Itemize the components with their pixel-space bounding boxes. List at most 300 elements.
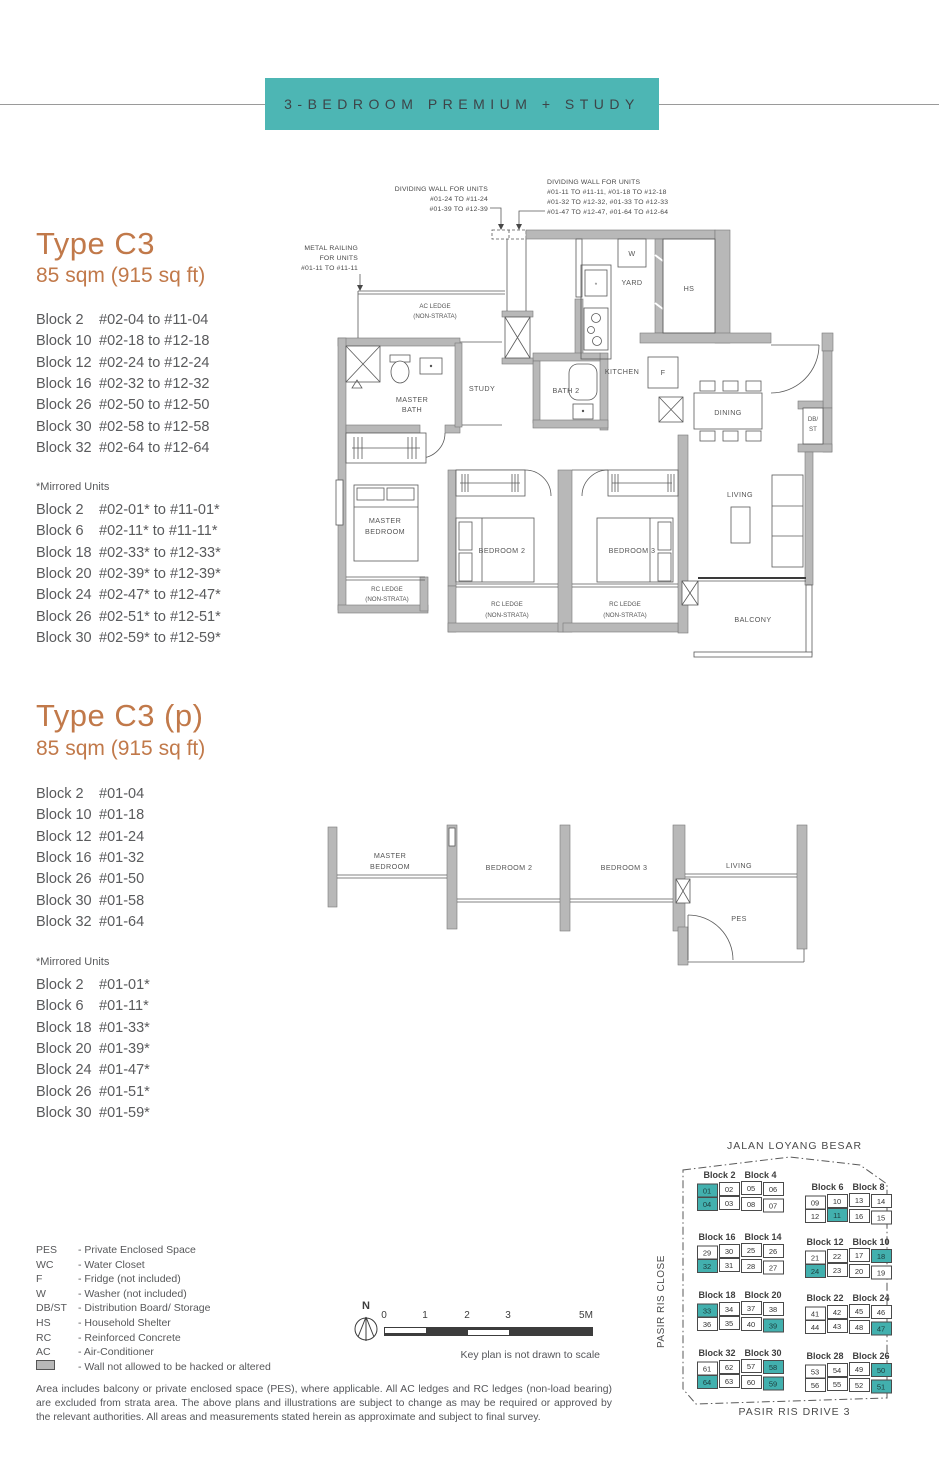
- unit-range: #02-32 to #12-32: [99, 376, 210, 393]
- keyplan-unit: 56: [805, 1378, 826, 1392]
- bedroom3-label: BEDROOM 3: [608, 546, 656, 555]
- legend-desc: - Washer (not included): [78, 1287, 187, 1300]
- legend-term: WC: [36, 1258, 54, 1271]
- kitchen-label: KITCHEN: [604, 367, 640, 376]
- type-c3-area: 85 sqm (915 sq ft): [36, 264, 206, 287]
- unit-block: Block 32: [36, 914, 92, 931]
- keyplan-cluster: [798, 1351, 898, 1393]
- unit-block: Block 18: [36, 544, 92, 561]
- cluster-unit-row: [690, 1302, 790, 1316]
- cluster-unit-row: [690, 1360, 790, 1374]
- street-pasir-ris-close: PASIR RIS CLOSE: [656, 1255, 667, 1348]
- legend-term: DB/ST: [36, 1302, 67, 1315]
- cluster-block-label: Block 14: [744, 1232, 782, 1242]
- keyplan-unit: 18: [871, 1249, 892, 1263]
- balcony-label: BALCONY: [734, 615, 772, 624]
- keyplan-cluster: [690, 1290, 790, 1332]
- unit-row: [36, 1017, 150, 1038]
- unit-block: Block 24: [36, 1062, 92, 1079]
- keyplan-unit: 29: [697, 1246, 718, 1260]
- cluster-block-label: Block 22: [806, 1293, 844, 1303]
- unit-range: #01-59*: [99, 1105, 150, 1122]
- unit-block: Block 30: [36, 418, 92, 435]
- keyplan-unit: 49: [849, 1362, 870, 1376]
- keyplan-unit: 12: [805, 1209, 826, 1223]
- unit-range: #01-04: [99, 785, 145, 802]
- keyplan-unit: 08: [741, 1197, 762, 1211]
- cluster-block-label: Block 6: [811, 1182, 844, 1192]
- keyplan-unit: 19: [871, 1266, 892, 1280]
- planp-walls: [328, 825, 807, 965]
- keyplan-unit: 20: [849, 1264, 870, 1278]
- unit-range: #02-51* to #12-51*: [99, 608, 221, 625]
- unit-block: Block 2: [36, 785, 84, 802]
- cluster-labels: [690, 1290, 790, 1300]
- keyplan-unit: 42: [827, 1305, 848, 1319]
- unit-block: Block 30: [36, 1105, 92, 1122]
- cluster-unit-row: [798, 1249, 898, 1263]
- keyplan-unit: 17: [849, 1248, 870, 1262]
- banner-rule-left: [0, 104, 265, 105]
- keyplan-cluster: [798, 1237, 898, 1279]
- unit-range: #01-32: [99, 850, 145, 867]
- unit-block: Block 20: [36, 1041, 92, 1058]
- keyplan-unit: 09: [805, 1196, 826, 1210]
- footer-disclaimer: Area includes balcony or private enclosed space (PES), where applicable. All AC ledges and RC ledges (non-load bearing) are excluded from strata area. The above plans and illustrations are subject to change as may be required or approved by the relevant authorities. All areas and measurements stated herein as approximate and subject to final survey.: [36, 1384, 612, 1423]
- keyplan-cluster: [690, 1232, 790, 1274]
- legend-term: PES: [36, 1244, 58, 1257]
- type-c3p-mirrored-label: *Mirrored Units: [36, 956, 110, 968]
- ac-ledge-label: AC LEDGE: [419, 303, 451, 310]
- unit-range: #01-50: [99, 871, 145, 888]
- unit-range: #02-04 to #11-04: [99, 311, 209, 328]
- unit-row: [36, 1103, 150, 1124]
- yard-label: YARD: [621, 278, 643, 287]
- dividing-wall-left-note: #01-24 TO #11-24: [430, 196, 488, 203]
- keyplan-unit: 61: [697, 1362, 718, 1376]
- floor-plan-c3p: [320, 815, 850, 980]
- keyplan-unit: 02: [719, 1182, 740, 1196]
- unit-range: #01-47*: [99, 1062, 150, 1079]
- keyplan-unit: 50: [871, 1363, 892, 1377]
- type-c3p-title: Type C3 (p): [36, 698, 204, 733]
- north-label: N: [362, 1300, 370, 1312]
- unit-block: Block 2: [36, 976, 84, 993]
- legend-row: [36, 1345, 271, 1360]
- cluster-unit-row: [798, 1264, 898, 1278]
- rc-ledge-label: RC LEDGE: [609, 601, 641, 608]
- unit-row: [36, 373, 209, 394]
- metal-railing-note: #01-11 TO #11-11: [301, 265, 358, 272]
- unit-range: #02-47* to #12-47*: [99, 587, 221, 604]
- unit-row: [36, 804, 144, 825]
- keyplan-unit: 36: [697, 1317, 718, 1331]
- unit-row: [36, 520, 221, 541]
- north-compass-icon: [352, 1314, 380, 1344]
- keyplan-unit: 41: [805, 1307, 826, 1321]
- master-bedroom-label: BEDROOM: [370, 862, 410, 871]
- rc-ledge-label: (NON-STRATA): [365, 596, 409, 603]
- living-label: LIVING: [726, 861, 752, 870]
- cluster-block-label: Block 10: [852, 1237, 890, 1247]
- unit-block: Block 10: [36, 807, 92, 824]
- legend-desc: - Reinforced Concrete: [78, 1331, 181, 1344]
- keyplan-unit: 37: [741, 1301, 762, 1315]
- master-bath-label: BATH: [401, 405, 423, 414]
- bath2-label: BATH 2: [552, 386, 580, 395]
- cluster-unit-row: [798, 1363, 898, 1377]
- keyplan-unit: 30: [719, 1244, 740, 1258]
- unit-block: Block 16: [36, 376, 92, 393]
- keyplan-unit: 54: [827, 1363, 848, 1377]
- type-c3-title: Type C3: [36, 226, 155, 261]
- type-c3p-mirrored-list: [36, 974, 150, 1124]
- scale-tick: 5M: [579, 1310, 593, 1321]
- unit-row: [36, 330, 209, 351]
- keyplan-unit: 05: [741, 1181, 762, 1195]
- unit-range: #01-18: [99, 807, 145, 824]
- floor-plan-c3: [270, 175, 850, 685]
- type-c3-unit-list: [36, 309, 209, 459]
- living-label: LIVING: [727, 490, 753, 499]
- dbst-label: DB/: [807, 416, 819, 423]
- unit-row: [36, 890, 144, 911]
- keyplan-unit: 64: [697, 1375, 718, 1389]
- keyplan-unit: 63: [719, 1374, 740, 1388]
- cluster-labels: [690, 1170, 790, 1180]
- unit-range: #02-58 to #12-58: [99, 418, 210, 435]
- master-bedroom-label: BEDROOM: [365, 527, 405, 536]
- unit-range: #01-24: [99, 828, 145, 845]
- cluster-unit-row: [798, 1194, 898, 1208]
- keyplan-unit: 62: [719, 1360, 740, 1374]
- legend-desc: - Distribution Board/ Storage: [78, 1302, 211, 1315]
- cluster-unit-row: [798, 1378, 898, 1392]
- unit-block: Block 12: [36, 354, 92, 371]
- unit-row: [36, 1038, 150, 1059]
- keyplan-unit: 52: [849, 1378, 870, 1392]
- unit-block: Block 24: [36, 587, 92, 604]
- keyplan-unit: 46: [871, 1305, 892, 1319]
- keyplan-unit: 13: [849, 1193, 870, 1207]
- keyplan-unit: 53: [805, 1365, 826, 1379]
- unit-row: [36, 563, 221, 584]
- street-pasir-ris-drive-3: PASIR RIS DRIVE 3: [738, 1406, 851, 1418]
- unit-row: [36, 438, 209, 459]
- cluster-unit-row: [690, 1182, 790, 1196]
- unit-row: [36, 783, 144, 804]
- cluster-labels: [690, 1348, 790, 1358]
- rc-ledge-label: (NON-STRATA): [485, 612, 529, 619]
- legend-row: [36, 1287, 271, 1302]
- cluster-labels: [690, 1232, 790, 1242]
- legend-term: F: [36, 1273, 43, 1286]
- legend-row: [36, 1330, 271, 1345]
- unit-row: [36, 974, 150, 995]
- legend-desc: - Fridge (not included): [78, 1273, 181, 1286]
- keyplan-unit: 47: [871, 1322, 892, 1336]
- unit-range: #02-50 to #12-50: [99, 397, 210, 414]
- bedroom3-label: BEDROOM 3: [600, 863, 648, 872]
- keyplan-note: Key plan is not drawn to scale: [460, 1349, 600, 1361]
- cluster-unit-row: [798, 1305, 898, 1319]
- keyplan-unit: 34: [719, 1302, 740, 1316]
- unit-range: #01-64: [99, 914, 145, 931]
- unit-range: #01-39*: [99, 1041, 150, 1058]
- cluster-block-label: Block 16: [698, 1232, 736, 1242]
- legend: [36, 1243, 271, 1374]
- unit-row: [36, 395, 209, 416]
- unit-row: [36, 826, 144, 847]
- keyplan-unit: 55: [827, 1377, 848, 1391]
- keyplan-unit: 25: [741, 1243, 762, 1257]
- keyplan-unit: 15: [871, 1211, 892, 1225]
- type-c3-mirrored-list: [36, 499, 221, 649]
- dividing-wall-right-note: #01-11 TO #11-11, #01-18 TO #12-18: [547, 189, 667, 196]
- cluster-block-label: Block 28: [806, 1351, 844, 1361]
- keyplan-unit: 24: [805, 1264, 826, 1278]
- cluster-block-label: Block 20: [744, 1290, 782, 1300]
- legend-desc: - Air-Conditioner: [78, 1346, 154, 1359]
- legend-desc: - Household Shelter: [78, 1317, 171, 1329]
- legend-row: [36, 1301, 271, 1316]
- unit-block: Block 26: [36, 871, 92, 888]
- keyplan-unit: 44: [805, 1320, 826, 1334]
- unit-range: #02-59* to #12-59*: [99, 630, 221, 647]
- unit-block: Block 30: [36, 630, 92, 647]
- keyplan-unit: 35: [719, 1316, 740, 1330]
- unit-block: Block 16: [36, 850, 92, 867]
- legend-row: [36, 1359, 271, 1374]
- cluster-block-label: Block 18: [698, 1290, 736, 1300]
- keyplan-unit: 60: [741, 1375, 762, 1389]
- unit-row: [36, 1081, 150, 1102]
- unit-row: [36, 869, 144, 890]
- banner-label: 3-BEDROOM PREMIUM + STUDY: [284, 96, 640, 112]
- unit-row: [36, 499, 221, 520]
- legend-row: [36, 1272, 271, 1287]
- unit-block: Block 10: [36, 333, 92, 350]
- unit-block: Block 26: [36, 397, 92, 414]
- dividing-wall-left-note: DIVIDING WALL FOR UNITS: [394, 186, 488, 193]
- legend-term: W: [36, 1287, 46, 1300]
- unit-range: #01-11*: [99, 998, 149, 1015]
- cluster-block-label: Block 30: [744, 1348, 782, 1358]
- unit-range: #01-51*: [99, 1083, 150, 1100]
- unit-row: [36, 585, 221, 606]
- unit-block: Block 32: [36, 440, 92, 457]
- scale-tick: 0: [381, 1310, 387, 1321]
- keyplan-unit: 07: [763, 1199, 784, 1213]
- keyplan-unit: 10: [827, 1194, 848, 1208]
- unit-range: #02-18 to #12-18: [99, 333, 210, 350]
- wall-swatch-icon: [36, 1360, 55, 1370]
- keyplan-unit: 01: [697, 1184, 718, 1198]
- legend-term: AC: [36, 1346, 51, 1359]
- unit-range: #02-01* to #11-01*: [99, 501, 220, 518]
- keyplan-unit: 38: [763, 1302, 784, 1316]
- cluster-unit-row: [690, 1375, 790, 1389]
- ac-ledge-label: (NON-STRATA): [413, 313, 457, 320]
- unit-block: Block 6: [36, 523, 84, 540]
- legend-row: [36, 1316, 271, 1331]
- keyplan-unit: 03: [719, 1196, 740, 1210]
- washer-label: W: [628, 249, 636, 258]
- cluster-labels: [798, 1182, 898, 1192]
- unit-row: [36, 352, 209, 373]
- unit-row: [36, 416, 209, 437]
- keyplan-unit: 59: [763, 1377, 784, 1391]
- legend-row: [36, 1258, 271, 1273]
- cluster-unit-row: [690, 1259, 790, 1273]
- keyplan-unit: 06: [763, 1182, 784, 1196]
- fridge-label: F: [660, 368, 666, 377]
- cluster-block-label: Block 4: [744, 1170, 777, 1180]
- unit-range: #02-24 to #12-24: [99, 354, 210, 371]
- scale-tick: 1: [422, 1310, 428, 1321]
- legend-row: [36, 1243, 271, 1258]
- cluster-block-label: Block 32: [698, 1348, 736, 1358]
- type-c3-mirrored-label: *Mirrored Units: [36, 481, 110, 493]
- keyplan-unit: 58: [763, 1360, 784, 1374]
- keyplan-unit: 16: [849, 1209, 870, 1223]
- dividing-wall-right-note: DIVIDING WALL FOR UNITS: [547, 179, 641, 186]
- unit-row: [36, 628, 221, 649]
- unit-range: #01-58: [99, 892, 145, 909]
- banner: [265, 78, 659, 130]
- scale-tick: 2: [464, 1310, 470, 1321]
- unit-range: #02-11* to #11-11*: [99, 523, 218, 540]
- legend-term: HS: [36, 1317, 51, 1329]
- type-c3p-area: 85 sqm (915 sq ft): [36, 737, 206, 760]
- legend-term: [36, 1360, 78, 1373]
- keyplan-unit: 26: [763, 1244, 784, 1258]
- unit-row: [36, 542, 221, 563]
- cluster-labels: [798, 1351, 898, 1361]
- metal-railing-note: FOR UNITS: [319, 255, 358, 262]
- cluster-block-label: Block 8: [852, 1182, 885, 1192]
- cluster-unit-row: [798, 1320, 898, 1334]
- cluster-unit-row: [690, 1244, 790, 1258]
- hs-label: HS: [683, 284, 695, 293]
- pes-label: PES: [731, 914, 747, 923]
- keyplan-cluster: [690, 1348, 790, 1390]
- cluster-block-label: Block 26: [852, 1351, 890, 1361]
- unit-range: #01-01*: [99, 976, 150, 993]
- dbst-label: ST: [809, 426, 817, 433]
- dividing-wall-right-note: #01-47 TO #12-47, #01-64 TO #12-64: [547, 209, 669, 216]
- keyplan-unit: 32: [697, 1259, 718, 1273]
- unit-row: [36, 309, 209, 330]
- keyplan-cluster: [690, 1170, 790, 1212]
- keyplan-cluster: [798, 1182, 898, 1224]
- banner-rule-right: [659, 104, 939, 105]
- keyplan-unit: 22: [827, 1249, 848, 1263]
- unit-block: Block 2: [36, 501, 84, 518]
- metal-railing-note: METAL RAILING: [304, 245, 358, 252]
- cluster-unit-row: [798, 1209, 898, 1223]
- legend-desc: - Private Enclosed Space: [78, 1244, 196, 1257]
- cluster-block-label: Block 2: [703, 1170, 736, 1180]
- keyplan-unit: 21: [805, 1251, 826, 1265]
- master-bath-label: MASTER: [395, 395, 429, 404]
- unit-block: Block 12: [36, 828, 92, 845]
- master-bedroom-label: MASTER: [373, 851, 407, 860]
- cluster-labels: [798, 1293, 898, 1303]
- study-label: STUDY: [468, 384, 496, 393]
- bedroom2-label: BEDROOM 2: [478, 546, 526, 555]
- unit-range: #02-33* to #12-33*: [99, 544, 221, 561]
- legend-term: RC: [36, 1331, 52, 1344]
- cluster-unit-row: [690, 1197, 790, 1211]
- unit-block: Block 2: [36, 311, 84, 328]
- legend-desc: - Water Closet: [78, 1258, 145, 1271]
- bedroom2-label: BEDROOM 2: [485, 863, 533, 872]
- keyplan-unit: 39: [763, 1319, 784, 1333]
- keyplan: [650, 1140, 939, 1440]
- keyplan-unit: 51: [871, 1380, 892, 1394]
- unit-block: Block 26: [36, 1083, 92, 1100]
- cluster-labels: [798, 1237, 898, 1247]
- rc-ledge-label: RC LEDGE: [491, 601, 523, 608]
- keyplan-unit: 33: [697, 1304, 718, 1318]
- keyplan-unit: 31: [719, 1258, 740, 1272]
- street-jalan-loyang-besar: JALAN LOYANG BESAR: [726, 1140, 863, 1152]
- unit-row: [36, 912, 144, 933]
- cluster-unit-row: [690, 1317, 790, 1331]
- type-c3p-unit-list: [36, 783, 144, 933]
- scale-bar: [384, 1327, 593, 1336]
- dividing-wall-right-note: #01-32 TO #12-32, #01-33 TO #12-33: [547, 199, 669, 206]
- keyplan-unit: 27: [763, 1261, 784, 1275]
- unit-row: [36, 606, 221, 627]
- keyplan-unit: 45: [849, 1304, 870, 1318]
- unit-range: #01-33*: [99, 1019, 150, 1036]
- master-bedroom-label: MASTER: [368, 516, 402, 525]
- unit-block: Block 6: [36, 998, 84, 1015]
- keyplan-unit: 48: [849, 1320, 870, 1334]
- keyplan-unit: 23: [827, 1263, 848, 1277]
- keyplan-unit: 04: [697, 1197, 718, 1211]
- unit-row: [36, 1060, 150, 1081]
- cluster-block-label: Block 24: [852, 1293, 890, 1303]
- keyplan-unit: 11: [827, 1208, 848, 1222]
- dining-label: DINING: [714, 408, 742, 417]
- rc-ledge-label: (NON-STRATA): [603, 612, 647, 619]
- unit-range: #02-39* to #12-39*: [99, 566, 221, 583]
- unit-block: Block 20: [36, 566, 92, 583]
- scale-tick: 3: [505, 1310, 511, 1321]
- keyplan-unit: 43: [827, 1319, 848, 1333]
- keyplan-unit: 28: [741, 1259, 762, 1273]
- dividing-wall-left-note: #01-39 TO #12-39: [429, 206, 488, 213]
- rc-ledge-label: RC LEDGE: [371, 586, 403, 593]
- unit-range: #02-64 to #12-64: [99, 440, 210, 457]
- unit-block: Block 26: [36, 608, 92, 625]
- cluster-block-label: Block 12: [806, 1237, 844, 1247]
- keyplan-unit: 40: [741, 1317, 762, 1331]
- keyplan-cluster: [798, 1293, 898, 1335]
- unit-row: [36, 995, 150, 1016]
- keyplan-unit: 57: [741, 1359, 762, 1373]
- unit-block: Block 18: [36, 1019, 92, 1036]
- unit-row: [36, 847, 144, 868]
- scale-ticks: [381, 1310, 593, 1322]
- unit-block: Block 30: [36, 892, 92, 909]
- svg-text:*: *: [594, 282, 598, 289]
- keyplan-unit: 14: [871, 1194, 892, 1208]
- legend-desc: - Wall not allowed to be hacked or altered: [78, 1360, 271, 1373]
